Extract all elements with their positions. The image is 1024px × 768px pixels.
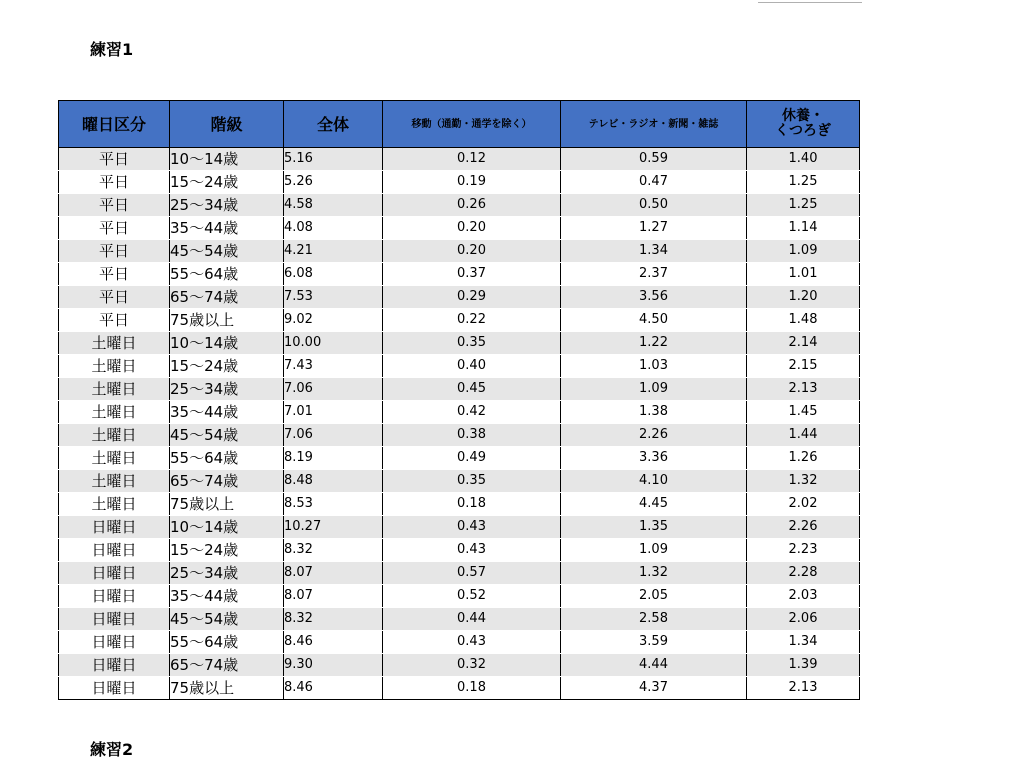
table-row bbox=[59, 585, 860, 608]
cell-travel: 0.40 bbox=[383, 355, 561, 378]
cell-media: 0.47 bbox=[561, 171, 747, 194]
cell-total: 10.27 bbox=[284, 516, 383, 539]
cell-rest: 1.26 bbox=[747, 447, 860, 470]
cell-total: 6.08 bbox=[284, 263, 383, 286]
table-row bbox=[59, 378, 860, 401]
cell-total: 8.46 bbox=[284, 631, 383, 654]
cell-rest: 2.23 bbox=[747, 539, 860, 562]
table-row bbox=[59, 631, 860, 654]
cell-age-group: 45～54歳 bbox=[170, 608, 284, 631]
section-heading-exercise-2: 練習2 bbox=[90, 740, 134, 759]
table-row bbox=[59, 470, 860, 493]
cell-media: 3.56 bbox=[561, 286, 747, 309]
cell-rest: 1.40 bbox=[747, 148, 860, 171]
cell-media: 1.35 bbox=[561, 516, 747, 539]
cell-day-type: 土曜日 bbox=[59, 424, 170, 447]
cell-rest: 1.01 bbox=[747, 263, 860, 286]
cell-age-group: 65～74歳 bbox=[170, 286, 284, 309]
cell-rest: 2.26 bbox=[747, 516, 860, 539]
cell-age-group: 55～64歳 bbox=[170, 447, 284, 470]
cell-media: 4.10 bbox=[561, 470, 747, 493]
cell-day-type: 土曜日 bbox=[59, 401, 170, 424]
table-row bbox=[59, 562, 860, 585]
table-body bbox=[59, 148, 860, 700]
cell-day-type: 平日 bbox=[59, 194, 170, 217]
cell-rest: 1.34 bbox=[747, 631, 860, 654]
cell-travel: 0.37 bbox=[383, 263, 561, 286]
cell-media: 1.22 bbox=[561, 332, 747, 355]
cell-rest: 2.13 bbox=[747, 378, 860, 401]
cell-travel: 0.32 bbox=[383, 654, 561, 677]
cell-travel: 0.35 bbox=[383, 470, 561, 493]
cell-total: 7.43 bbox=[284, 355, 383, 378]
cell-media: 2.26 bbox=[561, 424, 747, 447]
cell-travel: 0.22 bbox=[383, 309, 561, 332]
cell-travel: 0.19 bbox=[383, 171, 561, 194]
cell-total: 8.32 bbox=[284, 539, 383, 562]
cell-travel: 0.38 bbox=[383, 424, 561, 447]
table-row bbox=[59, 654, 860, 677]
table-row bbox=[59, 447, 860, 470]
table-row bbox=[59, 263, 860, 286]
cell-rest: 2.14 bbox=[747, 332, 860, 355]
cell-rest: 1.44 bbox=[747, 424, 860, 447]
cell-age-group: 25～34歳 bbox=[170, 562, 284, 585]
table-row bbox=[59, 355, 860, 378]
cell-day-type: 平日 bbox=[59, 148, 170, 171]
cell-travel: 0.43 bbox=[383, 516, 561, 539]
cell-rest: 2.03 bbox=[747, 585, 860, 608]
cell-travel: 0.49 bbox=[383, 447, 561, 470]
cell-rest: 1.09 bbox=[747, 240, 860, 263]
table-row bbox=[59, 516, 860, 539]
cell-rest: 1.20 bbox=[747, 286, 860, 309]
section-heading-exercise-1: 練習1 bbox=[90, 40, 134, 59]
table-row bbox=[59, 493, 860, 516]
table-row bbox=[59, 171, 860, 194]
cell-age-group: 55～64歳 bbox=[170, 631, 284, 654]
cell-age-group: 25～34歳 bbox=[170, 378, 284, 401]
cell-total: 7.06 bbox=[284, 424, 383, 447]
cell-travel: 0.45 bbox=[383, 378, 561, 401]
cell-media: 4.44 bbox=[561, 654, 747, 677]
cell-total: 9.30 bbox=[284, 654, 383, 677]
cell-day-type: 平日 bbox=[59, 286, 170, 309]
table-row bbox=[59, 539, 860, 562]
table-header-row bbox=[59, 101, 860, 148]
table-row bbox=[59, 286, 860, 309]
table-row bbox=[59, 309, 860, 332]
cell-media: 1.09 bbox=[561, 539, 747, 562]
cell-age-group: 35～44歳 bbox=[170, 217, 284, 240]
cell-total: 7.06 bbox=[284, 378, 383, 401]
cell-age-group: 65～74歳 bbox=[170, 470, 284, 493]
cell-media: 1.03 bbox=[561, 355, 747, 378]
cell-day-type: 日曜日 bbox=[59, 585, 170, 608]
cell-media: 1.27 bbox=[561, 217, 747, 240]
cell-media: 1.32 bbox=[561, 562, 747, 585]
cell-day-type: 日曜日 bbox=[59, 562, 170, 585]
cell-total: 8.46 bbox=[284, 677, 383, 700]
cell-day-type: 平日 bbox=[59, 263, 170, 286]
table-row bbox=[59, 194, 860, 217]
table-row bbox=[59, 148, 860, 171]
cell-age-group: 75歳以上 bbox=[170, 493, 284, 516]
table-row bbox=[59, 240, 860, 263]
cell-travel: 0.20 bbox=[383, 240, 561, 263]
cell-media: 4.37 bbox=[561, 677, 747, 700]
cell-media: 4.45 bbox=[561, 493, 747, 516]
cell-media: 3.36 bbox=[561, 447, 747, 470]
header-cell-media: テレビ・ラジオ・新聞・雑誌 bbox=[561, 101, 747, 148]
cell-total: 4.21 bbox=[284, 240, 383, 263]
cell-rest: 1.32 bbox=[747, 470, 860, 493]
cell-age-group: 75歳以上 bbox=[170, 309, 284, 332]
table-row bbox=[59, 217, 860, 240]
cell-age-group: 15～24歳 bbox=[170, 171, 284, 194]
cell-travel: 0.18 bbox=[383, 677, 561, 700]
cell-age-group: 10～14歳 bbox=[170, 516, 284, 539]
cell-age-group: 45～54歳 bbox=[170, 240, 284, 263]
cell-rest: 2.15 bbox=[747, 355, 860, 378]
cell-age-group: 35～44歳 bbox=[170, 401, 284, 424]
cell-day-type: 土曜日 bbox=[59, 447, 170, 470]
cell-travel: 0.52 bbox=[383, 585, 561, 608]
cell-rest: 1.25 bbox=[747, 171, 860, 194]
cell-age-group: 10～14歳 bbox=[170, 332, 284, 355]
cell-rest: 2.02 bbox=[747, 493, 860, 516]
cell-media: 0.59 bbox=[561, 148, 747, 171]
cell-media: 4.50 bbox=[561, 309, 747, 332]
cell-total: 8.48 bbox=[284, 470, 383, 493]
cell-day-type: 土曜日 bbox=[59, 493, 170, 516]
cell-day-type: 日曜日 bbox=[59, 631, 170, 654]
cell-age-group: 65～74歳 bbox=[170, 654, 284, 677]
data-table bbox=[58, 100, 860, 700]
cell-rest: 2.06 bbox=[747, 608, 860, 631]
cell-rest: 2.28 bbox=[747, 562, 860, 585]
cell-media: 0.50 bbox=[561, 194, 747, 217]
cell-day-type: 土曜日 bbox=[59, 332, 170, 355]
cell-total: 4.58 bbox=[284, 194, 383, 217]
cell-travel: 0.20 bbox=[383, 217, 561, 240]
cell-media: 1.38 bbox=[561, 401, 747, 424]
cell-travel: 0.57 bbox=[383, 562, 561, 585]
cell-media: 2.05 bbox=[561, 585, 747, 608]
cell-rest: 2.13 bbox=[747, 677, 860, 700]
cell-age-group: 75歳以上 bbox=[170, 677, 284, 700]
table-row bbox=[59, 401, 860, 424]
cell-travel: 0.35 bbox=[383, 332, 561, 355]
cell-day-type: 日曜日 bbox=[59, 516, 170, 539]
cell-day-type: 日曜日 bbox=[59, 654, 170, 677]
table-row bbox=[59, 677, 860, 700]
header-cell-travel: 移動（通勤・通学を除く） bbox=[383, 101, 561, 148]
cell-age-group: 15～24歳 bbox=[170, 355, 284, 378]
cell-age-group: 25～34歳 bbox=[170, 194, 284, 217]
cell-total: 7.01 bbox=[284, 401, 383, 424]
cell-media: 2.37 bbox=[561, 263, 747, 286]
cell-day-type: 平日 bbox=[59, 309, 170, 332]
cell-age-group: 35～44歳 bbox=[170, 585, 284, 608]
header-cell-age-group: 階級 bbox=[170, 101, 284, 148]
cell-total: 5.26 bbox=[284, 171, 383, 194]
cell-total: 8.53 bbox=[284, 493, 383, 516]
cell-travel: 0.42 bbox=[383, 401, 561, 424]
cell-media: 2.58 bbox=[561, 608, 747, 631]
cell-rest: 1.14 bbox=[747, 217, 860, 240]
cell-travel: 0.18 bbox=[383, 493, 561, 516]
cell-day-type: 平日 bbox=[59, 171, 170, 194]
header-cell-day-type: 曜日区分 bbox=[59, 101, 170, 148]
cell-total: 10.00 bbox=[284, 332, 383, 355]
table-row bbox=[59, 424, 860, 447]
cell-age-group: 55～64歳 bbox=[170, 263, 284, 286]
cell-day-type: 日曜日 bbox=[59, 539, 170, 562]
cell-age-group: 10～14歳 bbox=[170, 148, 284, 171]
cell-day-type: 平日 bbox=[59, 217, 170, 240]
cell-age-group: 45～54歳 bbox=[170, 424, 284, 447]
cell-rest: 1.45 bbox=[747, 401, 860, 424]
cell-total: 8.07 bbox=[284, 562, 383, 585]
cell-age-group: 15～24歳 bbox=[170, 539, 284, 562]
cell-total: 4.08 bbox=[284, 217, 383, 240]
cell-day-type: 土曜日 bbox=[59, 470, 170, 493]
cell-day-type: 日曜日 bbox=[59, 608, 170, 631]
header-cell-total: 全体 bbox=[284, 101, 383, 148]
cell-travel: 0.43 bbox=[383, 631, 561, 654]
cell-travel: 0.12 bbox=[383, 148, 561, 171]
cell-rest: 1.25 bbox=[747, 194, 860, 217]
cell-total: 9.02 bbox=[284, 309, 383, 332]
cell-rest: 1.48 bbox=[747, 309, 860, 332]
cell-total: 8.32 bbox=[284, 608, 383, 631]
cell-total: 7.53 bbox=[284, 286, 383, 309]
cell-travel: 0.44 bbox=[383, 608, 561, 631]
table-row bbox=[59, 608, 860, 631]
cell-media: 3.59 bbox=[561, 631, 747, 654]
cell-total: 8.07 bbox=[284, 585, 383, 608]
cell-total: 8.19 bbox=[284, 447, 383, 470]
header-cell-rest: 休養・ くつろぎ bbox=[747, 101, 860, 148]
cell-travel: 0.29 bbox=[383, 286, 561, 309]
table-row bbox=[59, 332, 860, 355]
cell-day-type: 土曜日 bbox=[59, 378, 170, 401]
page-top-edge-mark bbox=[758, 0, 862, 3]
cell-day-type: 平日 bbox=[59, 240, 170, 263]
cell-total: 5.16 bbox=[284, 148, 383, 171]
cell-media: 1.34 bbox=[561, 240, 747, 263]
cell-media: 1.09 bbox=[561, 378, 747, 401]
cell-travel: 0.26 bbox=[383, 194, 561, 217]
cell-day-type: 土曜日 bbox=[59, 355, 170, 378]
cell-travel: 0.43 bbox=[383, 539, 561, 562]
cell-rest: 1.39 bbox=[747, 654, 860, 677]
cell-day-type: 日曜日 bbox=[59, 677, 170, 700]
